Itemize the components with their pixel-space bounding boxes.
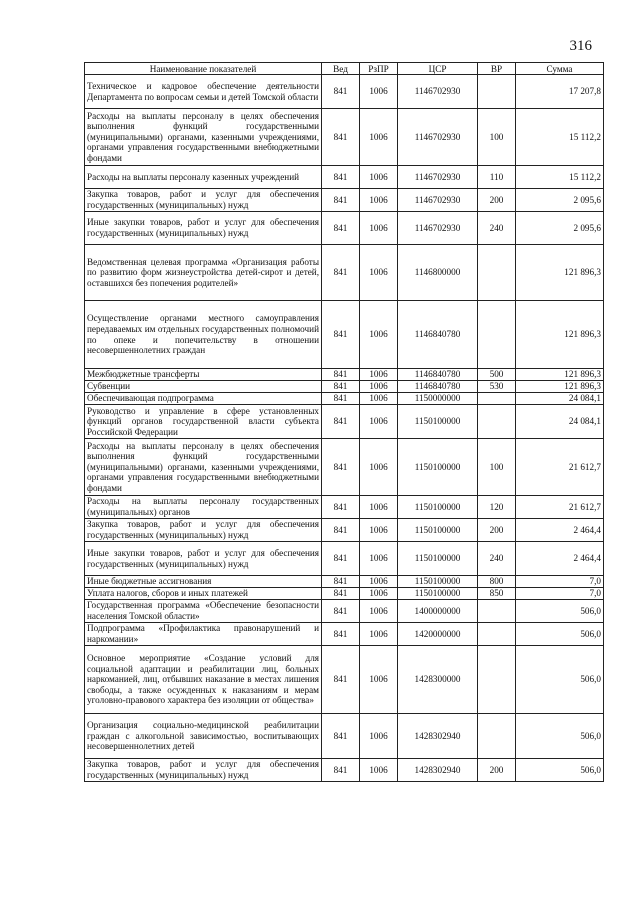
- cell-sum: 15 112,2: [516, 166, 604, 189]
- cell-csr: 1420000000: [398, 623, 478, 646]
- cell-ved: 841: [322, 439, 360, 496]
- cell-rzpr: 1006: [360, 301, 398, 369]
- cell-sum: 506,0: [516, 600, 604, 623]
- cell-sum: 24 084,1: [516, 393, 604, 405]
- cell-rzpr: 1006: [360, 189, 398, 212]
- cell-name: Уплата налогов, сборов и иных платежей: [85, 588, 322, 600]
- table-row: [85, 189, 604, 212]
- cell-vr: 200: [478, 759, 516, 782]
- table-row: [85, 301, 604, 369]
- cell-ved: 841: [322, 646, 360, 714]
- table-body: [85, 75, 604, 782]
- cell-rzpr: 1006: [360, 519, 398, 542]
- cell-vr: 200: [478, 519, 516, 542]
- cell-vr: [478, 600, 516, 623]
- cell-sum: 7,0: [516, 588, 604, 600]
- cell-rzpr: 1006: [360, 405, 398, 439]
- cell-rzpr: 1006: [360, 369, 398, 381]
- cell-name: Государственная программа «Обеспечение безопасности населения Томской области»: [85, 600, 322, 623]
- cell-name: Иные закупки товаров, работ и услуг для обеспечения государственных (муниципальных) нужд: [85, 542, 322, 576]
- cell-name: Закупка товаров, работ и услуг для обеспечения государственных (муниципальных) нужд: [85, 519, 322, 542]
- page-number: 316: [569, 38, 592, 54]
- cell-sum: 506,0: [516, 623, 604, 646]
- cell-rzpr: 1006: [360, 759, 398, 782]
- table-row: [85, 369, 604, 381]
- cell-vr: 240: [478, 542, 516, 576]
- cell-ved: 841: [322, 588, 360, 600]
- table-row: [85, 623, 604, 646]
- cell-name: Субвенции: [85, 381, 322, 393]
- cell-sum: 121 896,3: [516, 369, 604, 381]
- cell-sum: 2 095,6: [516, 212, 604, 245]
- cell-rzpr: 1006: [360, 212, 398, 245]
- cell-csr: 1146702930: [398, 75, 478, 109]
- cell-name: Руководство и управление в сфере установленных функций органов государственной власти субъекта Российской Федерации: [85, 405, 322, 439]
- cell-ved: 841: [322, 519, 360, 542]
- table-row: [85, 759, 604, 782]
- cell-rzpr: 1006: [360, 496, 398, 519]
- cell-ved: 841: [322, 759, 360, 782]
- cell-vr: [478, 646, 516, 714]
- cell-csr: 1146840780: [398, 381, 478, 393]
- cell-name: Ведомственная целевая программа «Организация работы по развитию форм жизнеустройства детей-сирот и детей, оставшихся без попечения родителей»: [85, 245, 322, 301]
- cell-csr: 1400000000: [398, 600, 478, 623]
- cell-csr: 1146800000: [398, 245, 478, 301]
- cell-vr: 100: [478, 109, 516, 166]
- cell-name: Иные закупки товаров, работ и услуг для обеспечения государственных (муниципальных) нужд: [85, 212, 322, 245]
- cell-sum: 15 112,2: [516, 109, 604, 166]
- cell-name: Расходы на выплаты персоналу государственных (муниципальных) органов: [85, 496, 322, 519]
- cell-csr: 1150100000: [398, 576, 478, 588]
- cell-sum: 2 464,4: [516, 519, 604, 542]
- table-row: [85, 588, 604, 600]
- cell-vr: [478, 245, 516, 301]
- cell-csr: 1146702930: [398, 189, 478, 212]
- cell-name: Иные бюджетные ассигнования: [85, 576, 322, 588]
- cell-sum: 24 084,1: [516, 405, 604, 439]
- table-header-row: [85, 63, 604, 75]
- cell-vr: 530: [478, 381, 516, 393]
- cell-csr: 1146840780: [398, 369, 478, 381]
- cell-rzpr: 1006: [360, 714, 398, 759]
- cell-rzpr: 1006: [360, 166, 398, 189]
- cell-sum: 121 896,3: [516, 381, 604, 393]
- cell-ved: 841: [322, 75, 360, 109]
- cell-rzpr: 1006: [360, 600, 398, 623]
- cell-rzpr: 1006: [360, 439, 398, 496]
- cell-csr: 1146702930: [398, 212, 478, 245]
- cell-sum: 21 612,7: [516, 496, 604, 519]
- cell-sum: 17 207,8: [516, 75, 604, 109]
- cell-vr: 500: [478, 369, 516, 381]
- header-vr: ВР: [478, 63, 516, 75]
- cell-vr: 200: [478, 189, 516, 212]
- table-row: [85, 646, 604, 714]
- cell-vr: 100: [478, 439, 516, 496]
- cell-rzpr: 1006: [360, 623, 398, 646]
- cell-csr: 1150100000: [398, 496, 478, 519]
- table-row: [85, 381, 604, 393]
- cell-ved: 841: [322, 381, 360, 393]
- cell-rzpr: 1006: [360, 75, 398, 109]
- cell-csr: 1150100000: [398, 542, 478, 576]
- cell-ved: 841: [322, 245, 360, 301]
- cell-sum: 506,0: [516, 646, 604, 714]
- cell-ved: 841: [322, 496, 360, 519]
- cell-vr: [478, 301, 516, 369]
- cell-vr: 110: [478, 166, 516, 189]
- cell-ved: 841: [322, 576, 360, 588]
- table-row: [85, 600, 604, 623]
- cell-ved: 841: [322, 405, 360, 439]
- cell-csr: 1146840780: [398, 301, 478, 369]
- cell-csr: 1150100000: [398, 588, 478, 600]
- table-row: [85, 519, 604, 542]
- cell-name: Организация социально-медицинской реабилитации граждан с алкогольной зависимостью, воспитывающих несовершеннолетних детей: [85, 714, 322, 759]
- header-ved: Вед: [322, 63, 360, 75]
- cell-vr: 800: [478, 576, 516, 588]
- cell-name: Расходы на выплаты персоналу казенных учреждений: [85, 166, 322, 189]
- cell-sum: 21 612,7: [516, 439, 604, 496]
- cell-vr: [478, 75, 516, 109]
- table-row: [85, 245, 604, 301]
- cell-sum: 2 095,6: [516, 189, 604, 212]
- cell-ved: 841: [322, 623, 360, 646]
- header-rzpr: РзПР: [360, 63, 398, 75]
- header-name: Наименование показателей: [85, 63, 322, 75]
- cell-name: Основное мероприятие «Создание условий для социальной адаптации и реабилитации лиц, больных наркоманией, лиц, отбывших наказание в местах лишения свободы, а также осужденных к наказаниям и мерам уголовно-правового характера без изоляции от общества»: [85, 646, 322, 714]
- cell-ved: 841: [322, 369, 360, 381]
- cell-ved: 841: [322, 212, 360, 245]
- cell-ved: 841: [322, 542, 360, 576]
- table-row: [85, 405, 604, 439]
- table-row: [85, 212, 604, 245]
- cell-ved: 841: [322, 109, 360, 166]
- table-row: [85, 439, 604, 496]
- cell-rzpr: 1006: [360, 542, 398, 576]
- cell-name: Техническое и кадровое обеспечение деятельности Департамента по вопросам семьи и детей Томской области: [85, 75, 322, 109]
- cell-csr: 1428302940: [398, 714, 478, 759]
- cell-sum: 506,0: [516, 759, 604, 782]
- cell-sum: 506,0: [516, 714, 604, 759]
- budget-table: [84, 62, 604, 782]
- cell-ved: 841: [322, 714, 360, 759]
- cell-name: Осуществление органами местного самоуправления передаваемых им отдельных государственных полномочий по опеке и попечительству в отношении несовершеннолетних граждан: [85, 301, 322, 369]
- cell-name: Расходы на выплаты персоналу в целях обеспечения выполнения функций государственными (муниципальными) органами, казенными учреждениями, органами управления государственными внебюджетными фондами: [85, 439, 322, 496]
- header-sum: Сумма: [516, 63, 604, 75]
- cell-csr: 1150100000: [398, 439, 478, 496]
- table-row: [85, 109, 604, 166]
- cell-rzpr: 1006: [360, 646, 398, 714]
- cell-csr: 1150100000: [398, 519, 478, 542]
- cell-csr: 1146702930: [398, 166, 478, 189]
- cell-ved: 841: [322, 189, 360, 212]
- cell-name: Обеспечивающая подпрограмма: [85, 393, 322, 405]
- cell-csr: 1428302940: [398, 759, 478, 782]
- cell-sum: 121 896,3: [516, 245, 604, 301]
- table-row: [85, 393, 604, 405]
- header-csr: ЦСР: [398, 63, 478, 75]
- table-row: [85, 714, 604, 759]
- cell-name: Расходы на выплаты персоналу в целях обеспечения выполнения функций государственными (муниципальными) органами, казенными учреждениями, органами управления государственными внебюджетными фондами: [85, 109, 322, 166]
- cell-vr: [478, 405, 516, 439]
- cell-vr: [478, 393, 516, 405]
- table-row: [85, 166, 604, 189]
- cell-csr: 1146702930: [398, 109, 478, 166]
- cell-vr: [478, 623, 516, 646]
- cell-sum: 7,0: [516, 576, 604, 588]
- cell-name: Закупка товаров, работ и услуг для обеспечения государственных (муниципальных) нужд: [85, 189, 322, 212]
- cell-rzpr: 1006: [360, 588, 398, 600]
- cell-rzpr: 1006: [360, 245, 398, 301]
- cell-rzpr: 1006: [360, 393, 398, 405]
- cell-vr: 240: [478, 212, 516, 245]
- cell-vr: [478, 714, 516, 759]
- cell-ved: 841: [322, 600, 360, 623]
- cell-ved: 841: [322, 393, 360, 405]
- table-row: [85, 75, 604, 109]
- table-row: [85, 576, 604, 588]
- cell-rzpr: 1006: [360, 109, 398, 166]
- cell-rzpr: 1006: [360, 381, 398, 393]
- table-row: [85, 542, 604, 576]
- cell-csr: 1428300000: [398, 646, 478, 714]
- cell-name: Подпрограмма «Профилактика правонарушений и наркомании»: [85, 623, 322, 646]
- cell-csr: 1150100000: [398, 405, 478, 439]
- cell-ved: 841: [322, 301, 360, 369]
- cell-csr: 1150000000: [398, 393, 478, 405]
- cell-vr: 120: [478, 496, 516, 519]
- cell-rzpr: 1006: [360, 576, 398, 588]
- cell-name: Межбюджетные трансферты: [85, 369, 322, 381]
- cell-sum: 121 896,3: [516, 301, 604, 369]
- table-row: [85, 496, 604, 519]
- cell-sum: 2 464,4: [516, 542, 604, 576]
- cell-name: Закупка товаров, работ и услуг для обеспечения государственных (муниципальных) нужд: [85, 759, 322, 782]
- cell-ved: 841: [322, 166, 360, 189]
- cell-vr: 850: [478, 588, 516, 600]
